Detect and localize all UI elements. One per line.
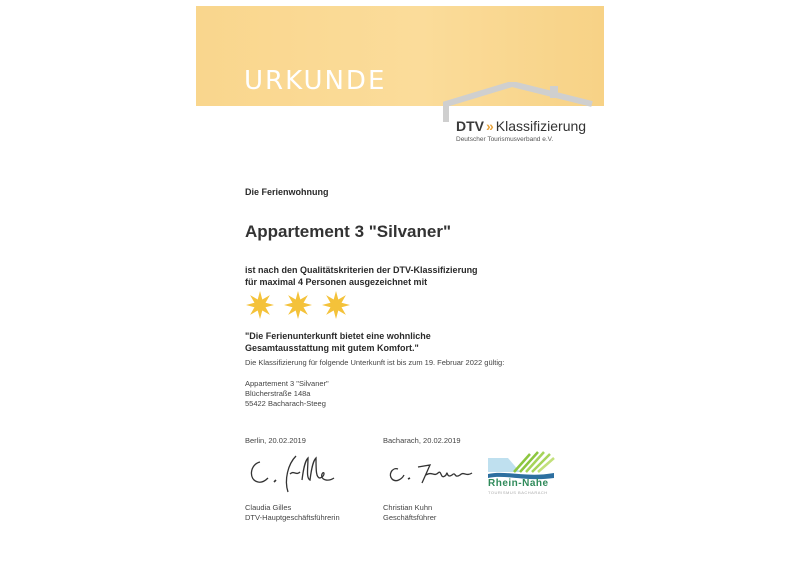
criteria-text	[245, 264, 565, 288]
signature-claudia-gilles	[246, 450, 346, 494]
address-line-3: 55422 Bacharach-Steeg	[245, 399, 326, 408]
address-line-2: Blücherstraße 148a	[245, 389, 311, 398]
certificate-page	[196, 0, 604, 585]
address-line-1: Appartement 3 "Silvaner"	[245, 379, 329, 388]
left-signer	[245, 503, 340, 523]
rating-quote	[245, 330, 565, 354]
dtv-logo-org: Deutscher Tourismusverband e.V.	[456, 136, 554, 143]
certificate-title: URKUNDE	[244, 66, 387, 96]
right-place-date: Bacharach, 20.02.2019	[383, 436, 461, 445]
quote-line-1: "Die Ferienunterkunft bietet eine wohnliche	[245, 331, 431, 341]
star-rating	[245, 290, 351, 322]
dtv-logo	[456, 118, 586, 134]
signature-christian-kuhn	[382, 455, 478, 489]
chevron-right-icon: »	[486, 118, 494, 134]
right-signer-role: Geschäftsführer	[383, 513, 437, 522]
property-address	[245, 379, 329, 409]
partner-logo-name: Rhein-Nahe	[488, 478, 549, 489]
partner-logo-tagline: TOURISMUS BACHARACH	[488, 490, 548, 495]
left-signer-role: DTV-Hauptgeschäftsführerin	[245, 513, 340, 522]
right-signer	[383, 503, 436, 523]
stars-svg	[245, 290, 351, 320]
dtv-logo-brand: DTV	[456, 118, 484, 134]
quote-line-2: Gesamtausstattung mit gutem Komfort."	[245, 343, 419, 353]
star-icon	[284, 291, 312, 319]
property-type: Die Ferienwohnung	[245, 187, 329, 197]
validity-text: Die Klassifizierung für folgende Unterkunft ist bis zum 19. Februar 2022 gültig:	[245, 358, 505, 367]
left-signer-name: Claudia Gilles	[245, 503, 292, 512]
star-icon	[246, 291, 274, 319]
criteria-line-1: ist nach den Qualitätskriterien der DTV-Klassifizierung	[245, 265, 478, 275]
star-icon	[322, 291, 350, 319]
criteria-line-2: für maximal 4 Personen ausgezeichnet mit	[245, 277, 428, 287]
right-signer-name: Christian Kuhn	[383, 503, 433, 512]
dtv-logo-name: Klassifizierung	[495, 118, 587, 134]
property-name: Appartement 3 "Silvaner"	[245, 222, 452, 241]
left-place-date: Berlin, 20.02.2019	[245, 436, 306, 445]
